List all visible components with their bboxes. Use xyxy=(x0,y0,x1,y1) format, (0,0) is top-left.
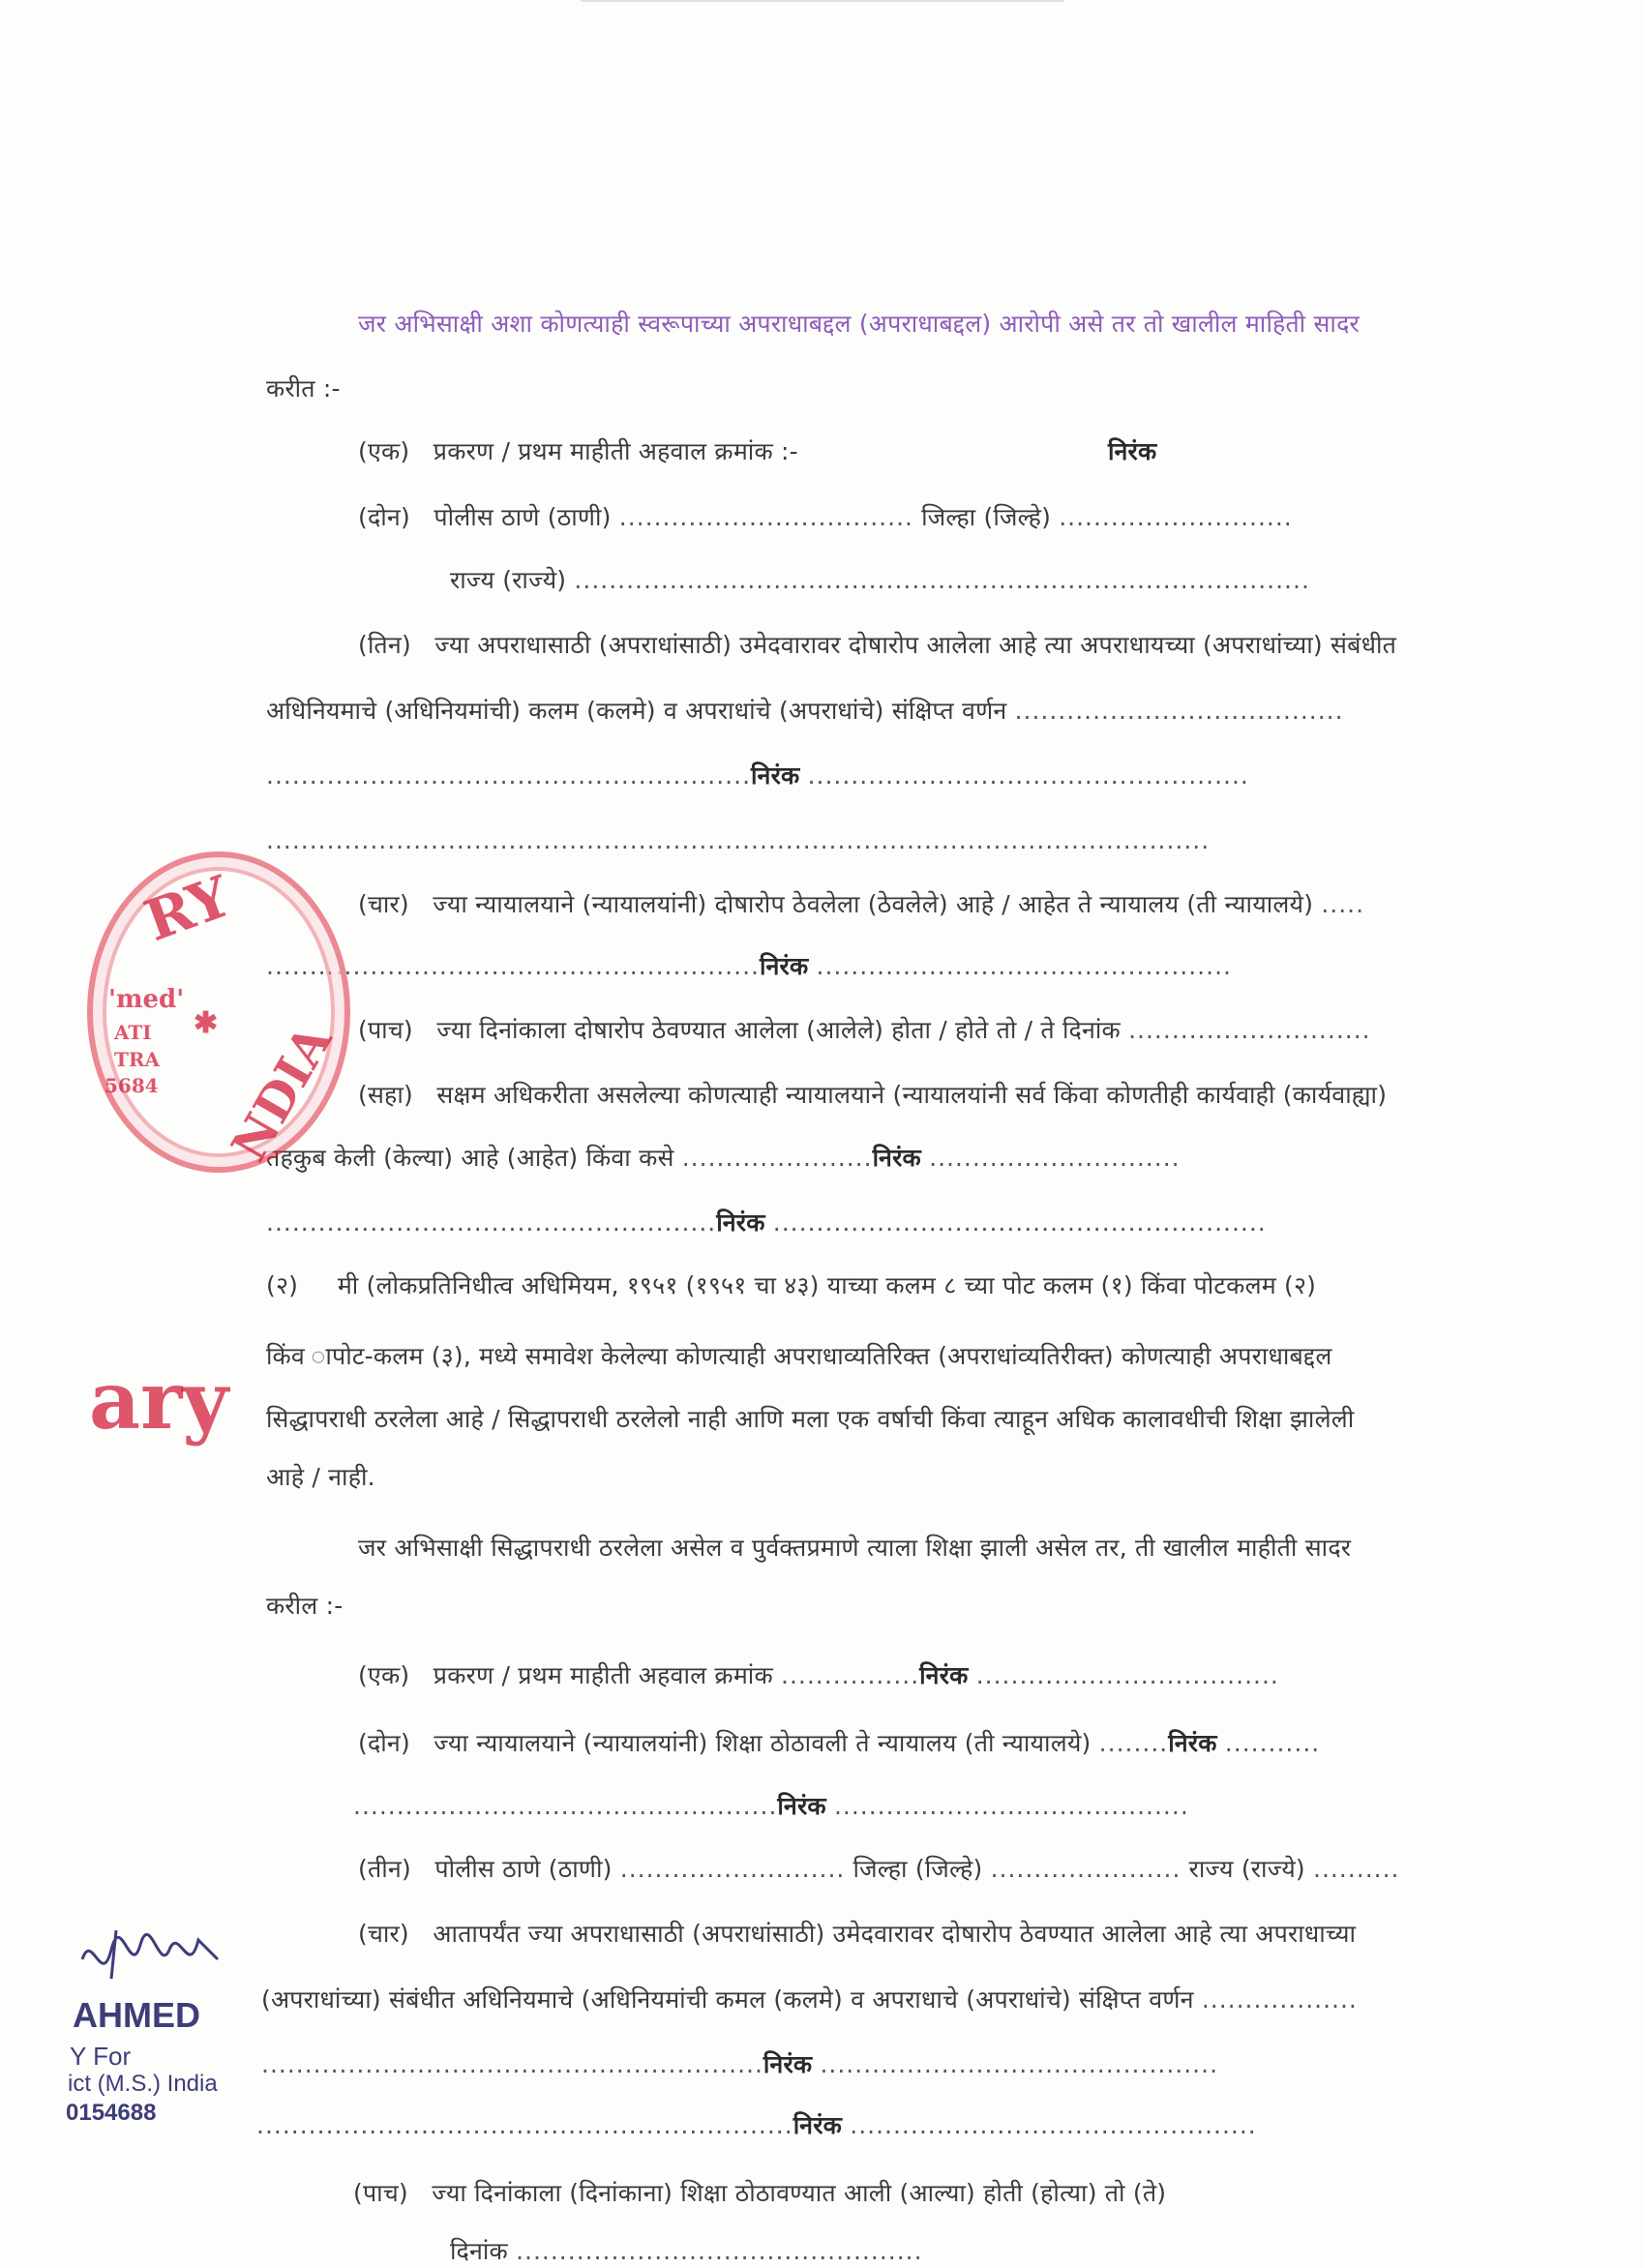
signature-name: AHMED xyxy=(73,1995,200,2035)
s2-para-1: जर अभिसाक्षी सिद्धापराधी ठरलेला असेल व पुर्वक्तप्रमाणे त्याला शिक्षा झाली असेल तर, ती खालील माहीती सादर xyxy=(358,1534,1352,1562)
s1-char-value: निरंक xyxy=(759,952,809,980)
signature-line-1: Y For xyxy=(70,2042,132,2071)
s2-label: (२) xyxy=(266,1271,299,1299)
s1-tin-row-1 xyxy=(358,629,1396,662)
seal-star-icon: ✱ xyxy=(194,1006,219,1040)
s3-char-label: (चार) xyxy=(358,1920,409,1948)
signature-line-3: 0154688 xyxy=(66,2100,157,2126)
s3-char-value-row: ..........................................................निरंक .............................................. xyxy=(261,2050,1219,2078)
header-text: जर अभिसाक्षी अशा कोणत्याही स्वरूपाच्या अपराधाबद्दल (अपराधाबद्दल) आरोपी असे तर तो खालील माहिती सादर xyxy=(358,310,1360,338)
s3-char-row-2: (अपराधांच्या) संबंधीत अधिनियमाचे (अधिनियमांची कमल (कलमे) व अपराधाचे (अपराधांचे) संक्षिप्त वर्णन .................. xyxy=(261,1985,1358,2014)
s1-don-row: (दोन) पोलीस ठाणे (ठाणी) .................................. जिल्हा (जिल्हे) ........................... xyxy=(358,503,1293,531)
s3-ek-label: (एक) xyxy=(358,1661,410,1689)
s1-blank-row: ............................................................................................................. xyxy=(266,826,1211,854)
s1-char-text: ज्या न्यायालयाने (न्यायालयांनी) दोषारोप ठेवलेला (ठेवलेले) आहे / आहेत ते न्यायालय (ती न्यायालये) xyxy=(433,890,1314,918)
s3-dinank-label: दिनांक xyxy=(450,2237,508,2265)
seal-left-4: 5684 xyxy=(105,1074,159,1097)
signature-line-2: ict (M.S.) India xyxy=(68,2071,218,2097)
s3-char-text-1: आतापर्यंत ज्या अपराधासाठी (अपराधांसाठी) उमेदवारावर दोषारोप ठेवण्यात आलेला आहे त्या अपराधाच्या xyxy=(433,1920,1357,1948)
s2-para-2: करील :- xyxy=(266,1592,344,1620)
s1-pach-text: ज्या दिनांकाला दोषारोप ठेवण्यात आलेला (आलेले) होता / होते तो / ते दिनांक xyxy=(436,1016,1121,1044)
s3-tin-district: जिल्हा (जिल्हे) xyxy=(852,1855,983,1883)
s1-don-state-row: राज्य (राज्ये) ..................................................................................... xyxy=(450,566,1310,594)
s1-saha-row-2: तहकुब केली (केल्या) आहे (आहेत) किंवा कसे ......................निरंक ............................. xyxy=(266,1144,1181,1172)
s3-tin-police: पोलीस ठाणे (ठाणी) xyxy=(434,1855,613,1883)
s1-saha-value-2: निरंक xyxy=(716,1209,765,1237)
s1-saha-text-2: तहकुब केली (केल्या) आहे (आहेत) किंवा कसे xyxy=(266,1144,674,1172)
s1-don-label: (दोन) xyxy=(358,503,410,531)
s1-tin-value-row: ........................................................निरंक ................................................... xyxy=(266,761,1249,790)
s1-pach-label: (पाच) xyxy=(358,1016,413,1044)
s2-row-2: किंव ापोट-कलम (३), मध्ये समावेश केलेल्या कोणत्याही अपराधाव्यतिरिक्त (अपराधांव्यतिरीक्त) कोणत्याही अपराधाबद्दल xyxy=(266,1342,1332,1370)
seal-letters-top: RY xyxy=(136,863,239,954)
s3-pach-label: (पाच) xyxy=(353,2179,408,2207)
s1-ek-value-row xyxy=(1108,435,1156,468)
s3-don-text: ज्या न्यायालयाने (न्यायालयांनी) शिक्षा ठोठावली ते न्यायालय (ती न्यायालये) xyxy=(434,1729,1092,1757)
s1-tin-text-2: अधिनियमाचे (अधिनियमांची) कलम (कलमे) व अपराधांचे (अपराधांचे) संक्षिप्त वर्णन xyxy=(266,697,1007,725)
s1-don-district: जिल्हा (जिल्हे) xyxy=(921,503,1052,531)
s1-saha-value: निरंक xyxy=(872,1144,921,1172)
s3-tin-state: राज्य (राज्ये) xyxy=(1188,1855,1305,1883)
s3-tin-label: (तीन) xyxy=(358,1855,411,1883)
s2-row-3: सिद्धापराधी ठरलेला आहे / सिद्धापराधी ठरलेलो नाही आणि मला एक वर्षाची किंवा त्याहून अधिक कालावधीची शिक्षा झालेली xyxy=(266,1405,1355,1433)
s1-tin-row-2: अधिनियमाचे (अधिनियमांची) कलम (कलमे) व अपराधांचे (अपराधांचे) संक्षिप्त वर्णन ...................................... xyxy=(266,697,1344,725)
s3-tin-row: (तीन) पोलीस ठाणे (ठाणी) .......................... जिल्हा (जिल्हे) ...................... राज्य (राज्ये) .......... xyxy=(358,1855,1400,1883)
s3-ek-row: (एक) प्रकरण / प्रथम माहीती अहवाल क्रमांक ................निरंक ................................... xyxy=(358,1661,1279,1689)
s3-char-text-2: (अपराधांच्या) संबंधीत अधिनियमाचे (अधिनियमांची कमल (कलमे) व अपराधाचे (अपराधांचे) संक्षिप्त वर्णन xyxy=(261,1985,1194,2014)
seal-left-1: 'med' xyxy=(108,985,185,1014)
stamp-ary-text: ary xyxy=(89,1355,228,1447)
s1-saha-label: (सहा) xyxy=(358,1081,413,1109)
s3-don-label: (दोन) xyxy=(358,1729,410,1757)
s1-tin-value: निरंक xyxy=(751,761,800,790)
s3-ek-value: निरंक xyxy=(919,1661,969,1689)
seal-letters-side: NDIA xyxy=(220,1015,343,1171)
s3-char-value-2: निरंक xyxy=(793,2111,843,2139)
s1-char-row: (चार) ज्या न्यायालयाने (न्यायालयांनी) दोषारोप ठेवलेला (ठेवलेले) आहे / आहेत ते न्यायालय (ती न्यायालये) ..... xyxy=(358,890,1365,918)
s3-don-row: (दोन) ज्या न्यायालयाने (न्यायालयांनी) शिक्षा ठोठावली ते न्यायालय (ती न्यायालये) ........निरंक ........... xyxy=(358,1729,1321,1757)
s3-char-value-row-2: ..............................................................निरंक ............................................... xyxy=(256,2111,1257,2139)
seal-left-2: ATI xyxy=(114,1021,152,1044)
header-line-2: करीत :- xyxy=(266,374,341,403)
s1-tin-label: (तिन) xyxy=(358,631,411,659)
s1-ek-row xyxy=(358,435,798,468)
s3-pach-row xyxy=(353,2177,1166,2210)
header-line-1 xyxy=(358,308,1360,341)
seal-left-3: TRA xyxy=(114,1048,161,1071)
signature-scribble xyxy=(73,1921,247,1998)
s1-pach-row: (पाच) ज्या दिनांकाला दोषारोप ठेवण्यात आलेला (आलेले) होता / होते तो / ते दिनांक ............................ xyxy=(358,1016,1371,1044)
s3-don-value-2: निरंक xyxy=(777,1792,826,1820)
s2-row-1 xyxy=(266,1269,1316,1302)
s3-pach-text: ज्या दिनांकाला (दिनांकाना) शिक्षा ठोठावण्यात आली (आल्या) होती (होत्या) तो (ते) xyxy=(432,2179,1167,2207)
s1-ek-value: निरंक xyxy=(1108,437,1157,465)
s3-don-value-row: .................................................निरंक ......................................... xyxy=(353,1792,1189,1820)
s1-ek-label: (एक) xyxy=(358,437,410,465)
s3-char-value: निरंक xyxy=(763,2050,813,2078)
s1-saha-row-1 xyxy=(358,1079,1387,1112)
s1-ek-text: प्रकरण / प्रथम माहीती अहवाल क्रमांक :- xyxy=(433,437,798,465)
s3-char-row-1 xyxy=(358,1918,1356,1951)
s1-saha-value-row: ....................................................निरंक ......................................................... xyxy=(266,1209,1267,1237)
s2-row-4: आहे / नाही. xyxy=(266,1463,375,1491)
s1-saha-text-1: सक्षम अधिकरीता असलेल्या कोणत्याही न्यायालयाने (न्यायालयांनी सर्व किंवा कोणतीही कार्यवाही (कार्यवाह्या) xyxy=(436,1081,1388,1109)
top-edge-line xyxy=(581,0,1064,2)
s2-text-1: मी (लोकप्रतिनिधीत्व अधिमियम, १९५१ (१९५१ चा ४३) याच्या कलम ८ च्या पोट कलम (१) किंवा पोटकलम (२) xyxy=(337,1271,1317,1299)
s1-char-label: (चार) xyxy=(358,890,409,918)
s3-ek-text: प्रकरण / प्रथम माहीती अहवाल क्रमांक xyxy=(433,1661,773,1689)
s1-don-police: पोलीस ठाणे (ठाणी) xyxy=(434,503,612,531)
s1-char-value-row: .........................................................निरंक ................................................ xyxy=(266,952,1232,980)
s1-tin-text-1: ज्या अपराधासाठी (अपराधांसाठी) उमेदवारावर दोषारोप आलेला आहे त्या अपराधायच्या (अपराधांच्या) संबंधीत xyxy=(434,631,1397,659)
s3-don-value: निरंक xyxy=(1168,1729,1217,1757)
s3-dinank-row: दिनांक ............................................... xyxy=(450,2237,923,2265)
s1-don-state: राज्य (राज्ये) xyxy=(450,566,567,594)
